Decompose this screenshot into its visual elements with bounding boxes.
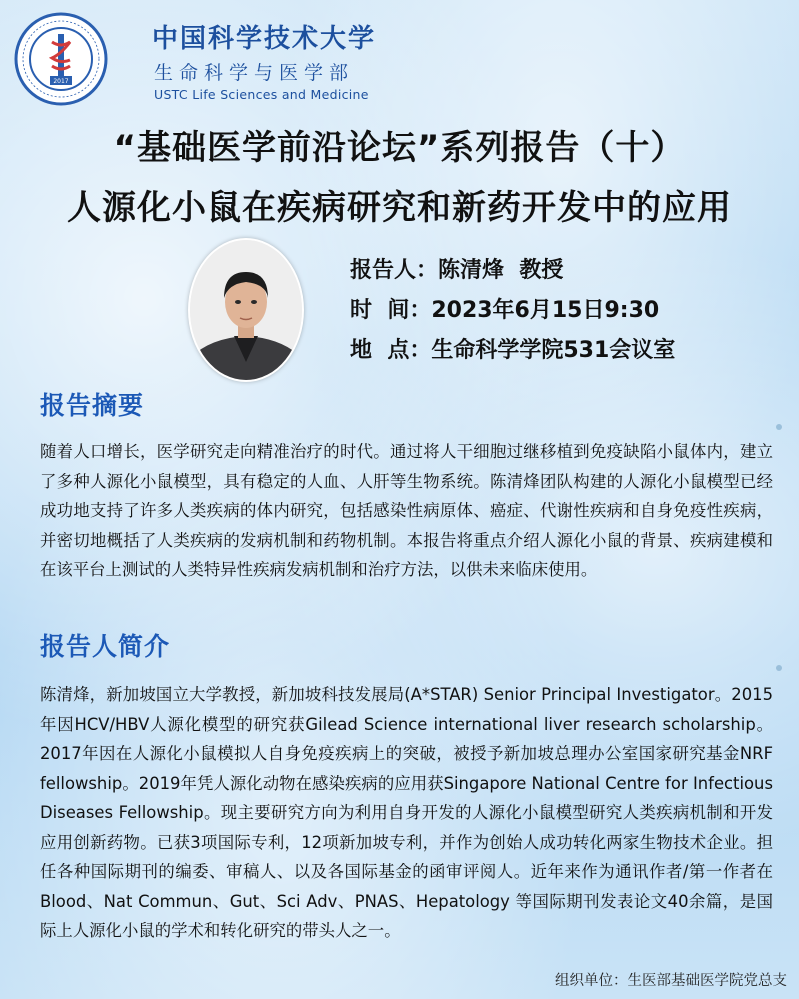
place-label: 地 点： (350, 338, 432, 363)
place-row (350, 333, 675, 364)
topic-title: 人源化小鼠在疾病研究和新药开发中的应用 (67, 188, 732, 228)
organizer-note: 组织单位：生医部基础医学院党总支 (555, 973, 787, 989)
speaker-row (350, 253, 563, 284)
bio-text: 陈清烽，新加坡国立大学教授，新加坡科技发展局(A*STAR) Senior Principal Investigator。2015年因HCV/HBV人源化模型的研究获Gilead Science international liver research scholarship。2017年因在人源化小鼠模拟人自身免疫疾病上的突破，被授予新加坡总理办公室国家研究基金NRF fellowship。2019年凭人源化动物在感染疾病的应用获Singapore National Centre for Infectious Diseases Fellowship。现主要研究方向为利用自身开发的人源化小鼠模型研究人类疾病机制和开发应用创新药物。已获3项国际专利，12项新加坡专利，并作为创始人成功转化两家生物技术企业。担任各种国际期刊的编委、审稿人、以及各国际基金的函审评阅人。近年来作为通讯作者/第一作者在Blood、Nat Commun、Gut、Sci Adv、PNAS、Hepatology 等国际期刊发表论文40余篇，是国际上人源化小鼠的学术和转化研究的带头人之一。 (40, 685, 773, 940)
bio-heading: 报告人简介 (40, 632, 171, 661)
abstract-heading: 报告摘要 (40, 391, 145, 420)
ustc-emblem-icon (14, 12, 108, 106)
time-value: 2023年6月15日9:30 (431, 298, 660, 323)
abstract-text: 随着人口增长，医学研究走向精准治疗的时代。通过将人干细胞过继移植到免疫缺陷小鼠体内，建立了多种人源化小鼠模型，具有稳定的人血、人肝等生物系统。陈清烽团队构建的人源化小鼠模型已经成功地支持了许多人类疾病的体内研究，包括感染性病原体、癌症、代谢性疾病和自身免疫性疾病，并密切地概括了人类疾病的发病机制和药物机制。本报告将重点介绍人源化小鼠的背景、疾病建模和在该平台上测试的人类特异性疾病发病机制和治疗方法，以供未来临床使用。 (40, 442, 773, 579)
place-value: 生命科学学院531会议室 (431, 338, 676, 363)
department-name: 生命科学与医学部 (154, 62, 355, 84)
emblem-year: 2017 (53, 78, 69, 85)
time-label: 时 间： (350, 298, 432, 323)
school-english-name: USTC Life Sciences and Medicine (154, 87, 369, 102)
school-name: 中国科学技术大学 (152, 24, 377, 54)
speaker-portrait (188, 238, 304, 382)
decorative-dot (776, 665, 782, 671)
speaker-name: 陈清烽 教授 (438, 258, 564, 283)
time-row (350, 293, 659, 324)
decorative-dot (776, 424, 782, 430)
speaker-label: 报告人： (350, 258, 439, 283)
series-title: “基础医学前沿论坛”系列报告（十） (113, 128, 686, 168)
